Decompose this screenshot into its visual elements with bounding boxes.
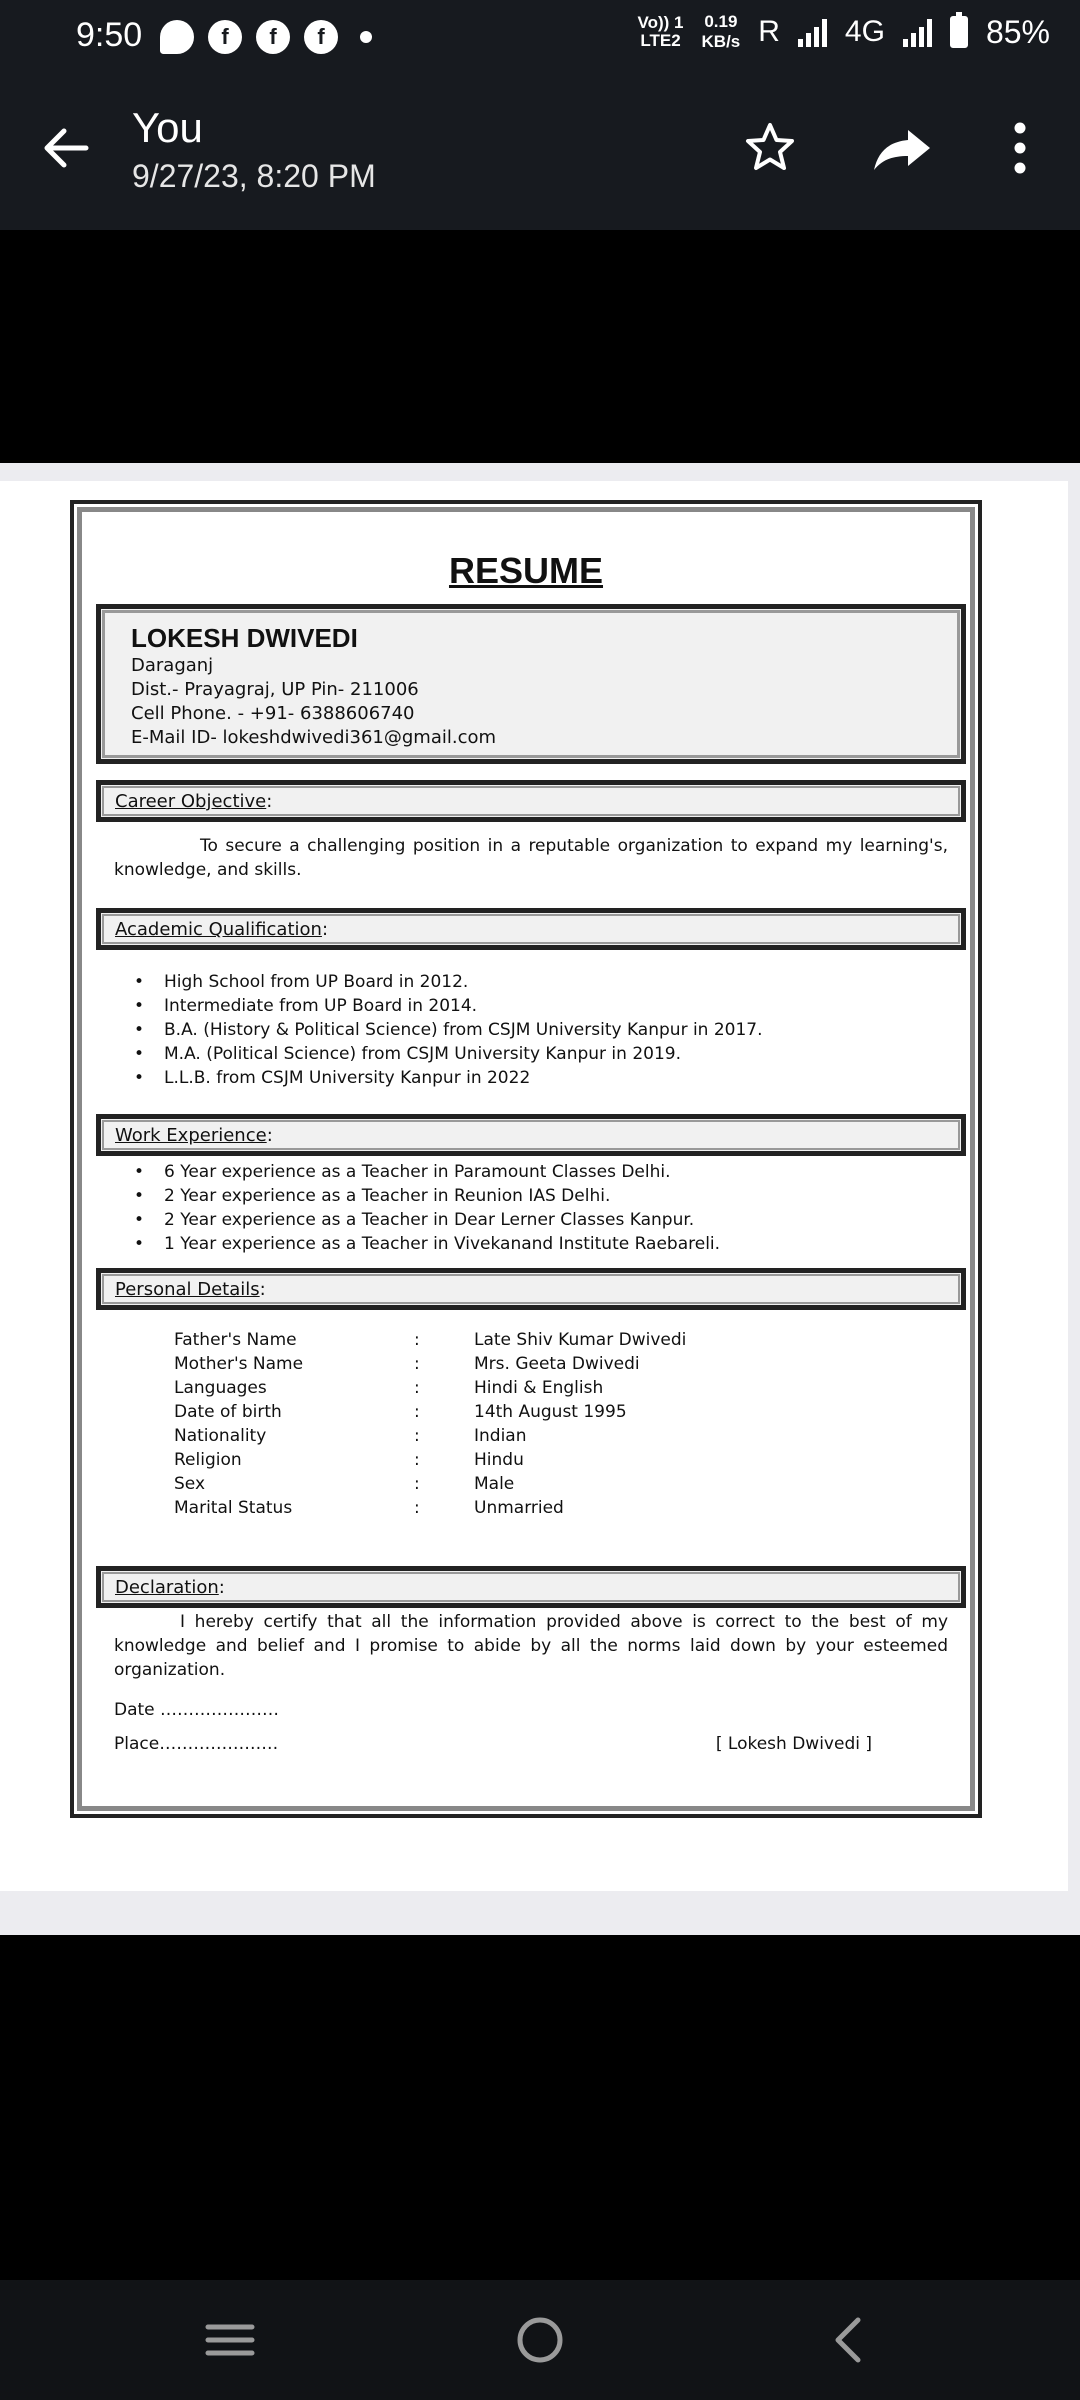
candidate-name: LOKESH DWIVEDI <box>131 623 358 653</box>
academic-list <box>134 970 763 1090</box>
career-objective-text: To secure a challenging position in a reputable organization to expand my learning's, knowledge, and skills. <box>114 836 948 880</box>
table-row: Marital Status : Unmarried <box>174 1498 564 1518</box>
resume-title: RESUME <box>448 550 604 591</box>
place-line: Place………………… <box>114 1734 279 1754</box>
phone: Cell Phone. - +91- 6388606740 <box>131 703 415 724</box>
table-row: Religion : Hindu <box>174 1450 524 1470</box>
table-row: Date of birth : 14th August 1995 <box>174 1402 627 1422</box>
table-row: Mother's Name : Mrs. Geeta Dwivedi <box>174 1354 640 1374</box>
facebook-icon: f <box>256 20 290 54</box>
table-row: Father's Name : Late Shiv Kumar Dwivedi <box>174 1330 687 1350</box>
network-speed: 0.19 KB/s <box>701 12 741 51</box>
signal-bars-2-icon <box>903 17 932 47</box>
contact-box <box>96 604 966 764</box>
address-line-2: Dist.- Prayagraj, UP Pin- 211006 <box>131 679 419 700</box>
volte-indicator: Vo)) 1 LTE2 <box>637 13 684 50</box>
battery-percent: 85% <box>985 13 1050 50</box>
date-line: Date ………………… <box>114 1700 280 1720</box>
app-bar <box>0 78 1080 230</box>
notification-icons <box>160 20 372 54</box>
resume-frame <box>70 500 982 1818</box>
recent-apps-button[interactable] <box>200 2310 260 2370</box>
list-item: • 2 Year experience as a Teacher in Reunion IAS Delhi. <box>164 1184 720 1208</box>
title-block <box>132 104 376 195</box>
star-button[interactable] <box>740 118 800 178</box>
signature: [ Lokesh Dwivedi ] <box>715 1734 872 1754</box>
navigation-bar <box>0 2280 1080 2400</box>
table-row: Sex : Male <box>174 1474 515 1494</box>
status-right <box>638 12 1050 52</box>
list-item: • 2 Year experience as a Teacher in Dear Lerner Classes Kanpur. <box>164 1208 720 1232</box>
battery-icon <box>950 16 968 48</box>
list-item: • 1 Year experience as a Teacher in Vivekanand Institute Raebareli. <box>164 1232 720 1256</box>
status-time: 9:50 <box>76 16 143 54</box>
back-button[interactable] <box>36 118 96 178</box>
menu-icon <box>200 2310 260 2370</box>
facebook-icon-2: f <box>304 20 338 54</box>
roaming-indicator: R <box>758 15 780 48</box>
system-back-button[interactable] <box>820 2310 880 2370</box>
list-item: • Intermediate from UP Board in 2014. <box>164 994 763 1018</box>
work-experience-heading: Work Experience: <box>96 1114 966 1156</box>
status-bar <box>0 0 1080 78</box>
table-row: Nationality : Indian <box>174 1426 527 1446</box>
career-objective-heading: Career Objective: <box>96 780 966 822</box>
forward-button[interactable] <box>870 118 934 178</box>
declaration-heading: Declaration: <box>96 1566 966 1608</box>
more-notifications-dot-icon <box>360 31 372 43</box>
declaration-text: I hereby certify that all the information provided above is correct to the best of my knowledge and belief and I promise to abide by all the norms laid down by your esteemed organization. <box>114 1612 948 1680</box>
share-forward-icon <box>870 118 934 178</box>
star-icon <box>740 118 800 178</box>
network-type: 4G <box>844 15 885 48</box>
message-icon <box>160 20 194 54</box>
chevron-left-icon <box>820 2310 880 2370</box>
resume-document <box>74 504 978 1814</box>
address-line-1: Daraganj <box>131 655 214 676</box>
facebook-messenger-icon: f <box>208 20 242 54</box>
list-item: • M.A. (Political Science) from CSJM University Kanpur in 2019. <box>164 1042 763 1066</box>
home-button[interactable] <box>510 2310 570 2370</box>
home-circle-icon <box>510 2310 570 2370</box>
personal-details-heading: Personal Details: <box>96 1268 966 1310</box>
back-arrow-icon <box>36 118 96 178</box>
email: E-Mail ID- lokeshdwivedi361@gmail.com <box>131 727 497 748</box>
personal-details-table <box>174 1328 686 1520</box>
list-item: • B.A. (History & Political Science) from CSJM University Kanpur in 2017. <box>164 1018 763 1042</box>
more-vert-icon <box>1000 116 1040 180</box>
more-options-button[interactable] <box>1000 116 1040 180</box>
sent-date: 9/27/23, 8:20 PM <box>132 158 376 194</box>
sender-name: You <box>132 104 203 151</box>
table-row: Languages : Hindi & English <box>174 1378 604 1398</box>
list-item: • L.L.B. from CSJM University Kanpur in 2022 <box>164 1066 763 1090</box>
work-experience-list <box>134 1160 720 1256</box>
list-item: • High School from UP Board in 2012. <box>164 970 763 994</box>
academic-heading: Academic Qualification: <box>96 908 966 950</box>
signal-bars-icon <box>798 17 827 47</box>
list-item: • 6 Year experience as a Teacher in Paramount Classes Delhi. <box>164 1160 720 1184</box>
